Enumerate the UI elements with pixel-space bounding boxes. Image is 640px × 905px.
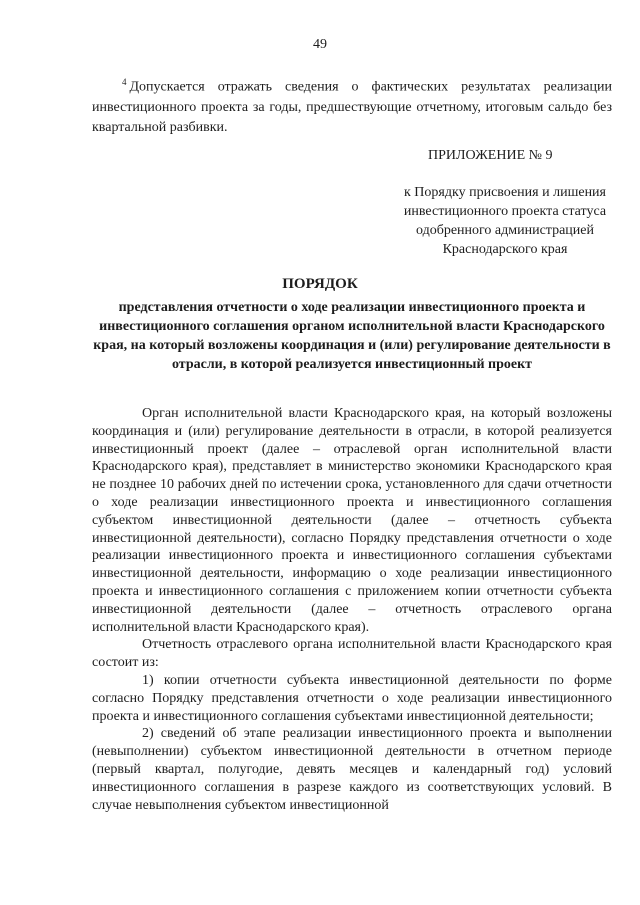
paragraph-composition: Отчетность отраслевого органа исполнительной власти Краснодарского края состоит из: — [92, 637, 612, 671]
document-subtitle: представления отчетности о ходе реализации инвестиционного проекта и инвестиционного соглашения органом исполнительной власти Краснодарского края, на который возложены координация и (или) регулирование деятельности в отрасли, в которой реализуется инвестиционный проект — [93, 300, 611, 372]
appendix-reference: к Порядку присвоения и лишения инвестиционного проекта статуса одобренного администрацией Краснодарского края — [403, 185, 607, 257]
body-text — [92, 405, 612, 814]
footnote — [92, 72, 612, 138]
appendix-title: ПРИЛОЖЕНИЕ № 9 — [428, 148, 553, 163]
list-item-1: 1) копии отчетности субъекта инвестиционной деятельности по форме согласно Порядку представления отчетности о ходе реализации инвестиционного проекта и инвестиционного соглашения субъектами инвестиционной деятельности; — [92, 672, 612, 724]
footnote-text: Допускается отражать сведения о фактических результатах реализации инвестиционного проекта за годы, предшествующие отчетному, итоговым сальдо без квартальной разбивки. — [92, 79, 612, 135]
list-item-2: 2) сведений об этапе реализации инвестиционного проекта и выполнении (невыполнении) субъектом инвестиционной деятельности в отчетном периоде (первый квартал, полугодие, девять месяцев и календарный год) условий инвестиционного соглашения в разрезе каждого из соответствующих условий. В случае невыполнения субъектом инвестиционной — [92, 726, 612, 813]
footnote-mark: 4 — [122, 77, 127, 87]
paragraph-intro: Орган исполнительной власти Краснодарского края, на который возложены координация и (или) регулирование деятельности в отрасли, в которой реализуется инвестиционный проект (далее – отраслевой орган исполнительной власти Краснодарского края), представляет в министерство экономики Краснодарского края не позднее 10 рабочих дней по истечении срока, установленного для сдачи отчетности о ходе реализации инвестиционного проекта и инвестиционного соглашения субъектом инвестиционной деятельности (далее – отчетность субъекта инвестиционной деятельности), согласно Порядку представления отчетности о ходе реализации инвестиционного проекта и инвестиционного соглашения субъектами инвестиционной деятельности, информацию о ходе реализации инвестиционного проекта и инвестиционного соглашения с приложением копии отчетности субъекта инвестиционной деятельности (далее – отчетность отраслевого органа исполнительной власти Краснодарского края). — [92, 406, 612, 635]
page-number: 49 — [313, 37, 327, 52]
document-title: ПОРЯДОК — [282, 276, 358, 292]
